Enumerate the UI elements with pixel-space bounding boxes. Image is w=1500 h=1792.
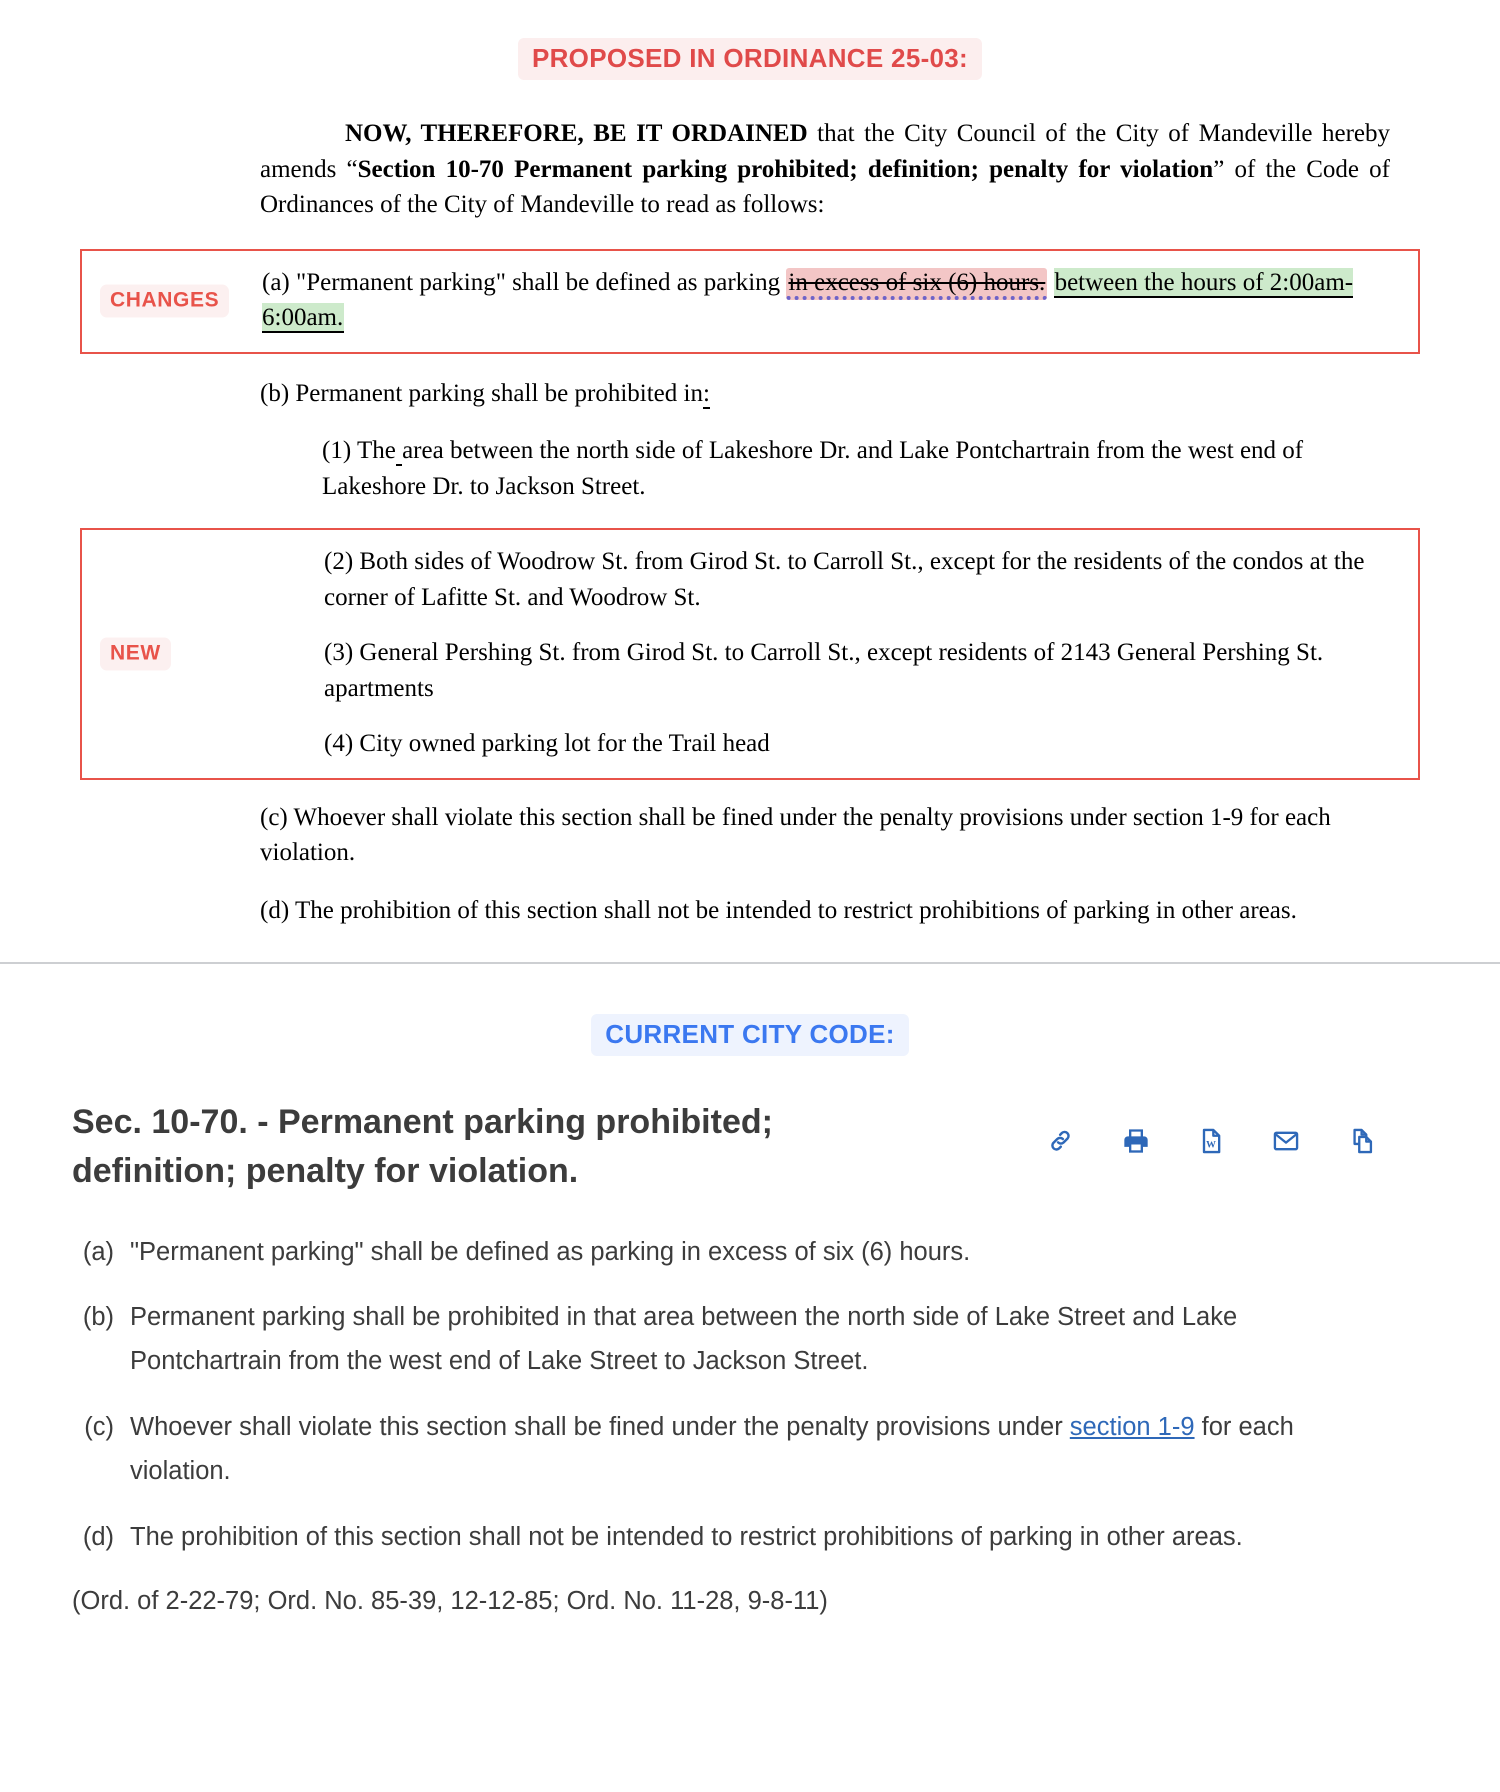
current-city-code-section (0, 964, 1500, 1620)
lead-paragraph (260, 116, 1390, 223)
list-item (72, 1516, 1428, 1560)
clause-b3-proposed: (3) General Pershing St. from Girod St. to Carroll St., except residents of 2143 General Pershing St. apartments (324, 639, 1324, 702)
email-icon[interactable] (1271, 1126, 1301, 1156)
clause-marker: (d) (82, 1522, 114, 1551)
clause-b1-part-2: area between the north side of Lakeshore Dr. and Lake Pontchartrain from the west end of Lakeshore Dr. to Jackson Street. (322, 437, 1304, 500)
deleted-text-six-hours: in excess of six (6) hours. (786, 268, 1047, 300)
lead-mid-text-1: that the City Council of the City of Mandeville hereby amends “ (260, 120, 1390, 183)
code-section-title: Sec. 10-70. - Permanent parking prohibited; definition; penalty for violation. (72, 1103, 773, 1191)
clause-marker: (c) (84, 1413, 114, 1442)
inserted-colon: : (702, 379, 710, 407)
proposed-banner: PROPOSED IN ORDINANCE 25-03: (518, 38, 982, 80)
ordinance-citation: (Ord. of 2-22-79; Ord. No. 85-39, 12-12-85; Ord. No. 11-28, 9-8-11) (72, 1586, 828, 1615)
clause-b-proposed (260, 376, 1390, 412)
clause-text-before-link: Whoever shall violate this section shall be fined under the penalty provisions under (130, 1413, 1070, 1442)
code-header-row (72, 1098, 1428, 1197)
clause-c-proposed: (c) Whoever shall violate this section shall be fined under the penalty provisions under section 1-9 for each violation. (260, 803, 1331, 866)
list-item (72, 1231, 1428, 1275)
word-doc-icon[interactable] (1196, 1126, 1226, 1156)
lead-bold-opening: NOW, THEREFORE, BE IT ORDAINED (345, 120, 808, 147)
clause-text: The prohibition of this section shall not be intended to restrict prohibitions of parking in other areas. (130, 1522, 1243, 1551)
inserted-text-hours-range: between the hours of 2:00am-6:00am. (262, 268, 1354, 331)
clause-text: "Permanent parking" shall be defined as parking in excess of six (6) hours. (130, 1237, 971, 1266)
new-box-content (262, 530, 1392, 778)
proposed-lead-column (260, 116, 1390, 223)
clause-marker: (a) (82, 1237, 114, 1266)
current-code-banner: CURRENT CITY CODE: (591, 1014, 908, 1056)
clause-text-after-link: for each violation. (130, 1413, 1294, 1486)
changes-box-content (262, 251, 1392, 352)
clause-b-column (260, 376, 1390, 412)
new-tag-label: NEW (100, 637, 171, 670)
list-item (72, 1296, 1428, 1384)
section-1-9-link[interactable]: section 1-9 (1069, 1413, 1195, 1442)
lead-bold-section-title: Section 10-70 Permanent parking prohibited; definition; penalty for violation (357, 155, 1214, 183)
clause-text (130, 1406, 1375, 1494)
clause-a-spacer (1047, 269, 1053, 296)
clause-d-proposed: (d) The prohibition of this section shall not be intended to restrict prohibitions of parking in other areas. (260, 896, 1297, 924)
code-tools-icon-row (1046, 1098, 1428, 1156)
svg-text:W: W (1206, 1139, 1216, 1151)
code-clause-list (72, 1231, 1428, 1560)
clause-b1-part-1: (1) The (322, 437, 396, 464)
changes-annotation-box (80, 249, 1420, 354)
clause-b-text: (b) Permanent parking shall be prohibited in (260, 379, 703, 407)
proposed-document-body (80, 116, 1420, 928)
current-banner-row (0, 964, 1500, 1056)
changes-tag-label: CHANGES (100, 285, 229, 318)
clause-a-prefix: (a) "Permanent parking" shall be defined as parking (262, 268, 787, 296)
clause-a-proposed (262, 265, 1392, 336)
proposed-banner-row (0, 38, 1500, 80)
lead-mid-text-2: ” of the Code of Ordinances of the City of Mandeville to read as follows: (260, 155, 1391, 218)
clause-marker: (b) (82, 1303, 114, 1332)
new-annotation-box (80, 528, 1420, 780)
clause-b2-proposed: (2) Both sides of Woodrow St. from Girod St. to Carroll St., except for the residents of the condos at the corner of Lafitte St. and Woodrow St. (324, 548, 1365, 611)
clause-text: Permanent parking shall be prohibited in that area between the north side of Lake Street and Lake Pontchartrain from the west end of Lake Street to Jackson Street. (130, 1303, 1238, 1376)
clause-cd-column (260, 800, 1390, 929)
list-item (72, 1406, 1428, 1494)
link-icon[interactable] (1046, 1126, 1076, 1156)
clause-b4-proposed: (4) City owned parking lot for the Trail head (324, 730, 770, 757)
copy-icon[interactable] (1346, 1126, 1376, 1156)
print-icon[interactable] (1121, 1126, 1151, 1156)
clause-b1-column (260, 433, 1390, 504)
clause-b1-proposed (322, 433, 1390, 504)
